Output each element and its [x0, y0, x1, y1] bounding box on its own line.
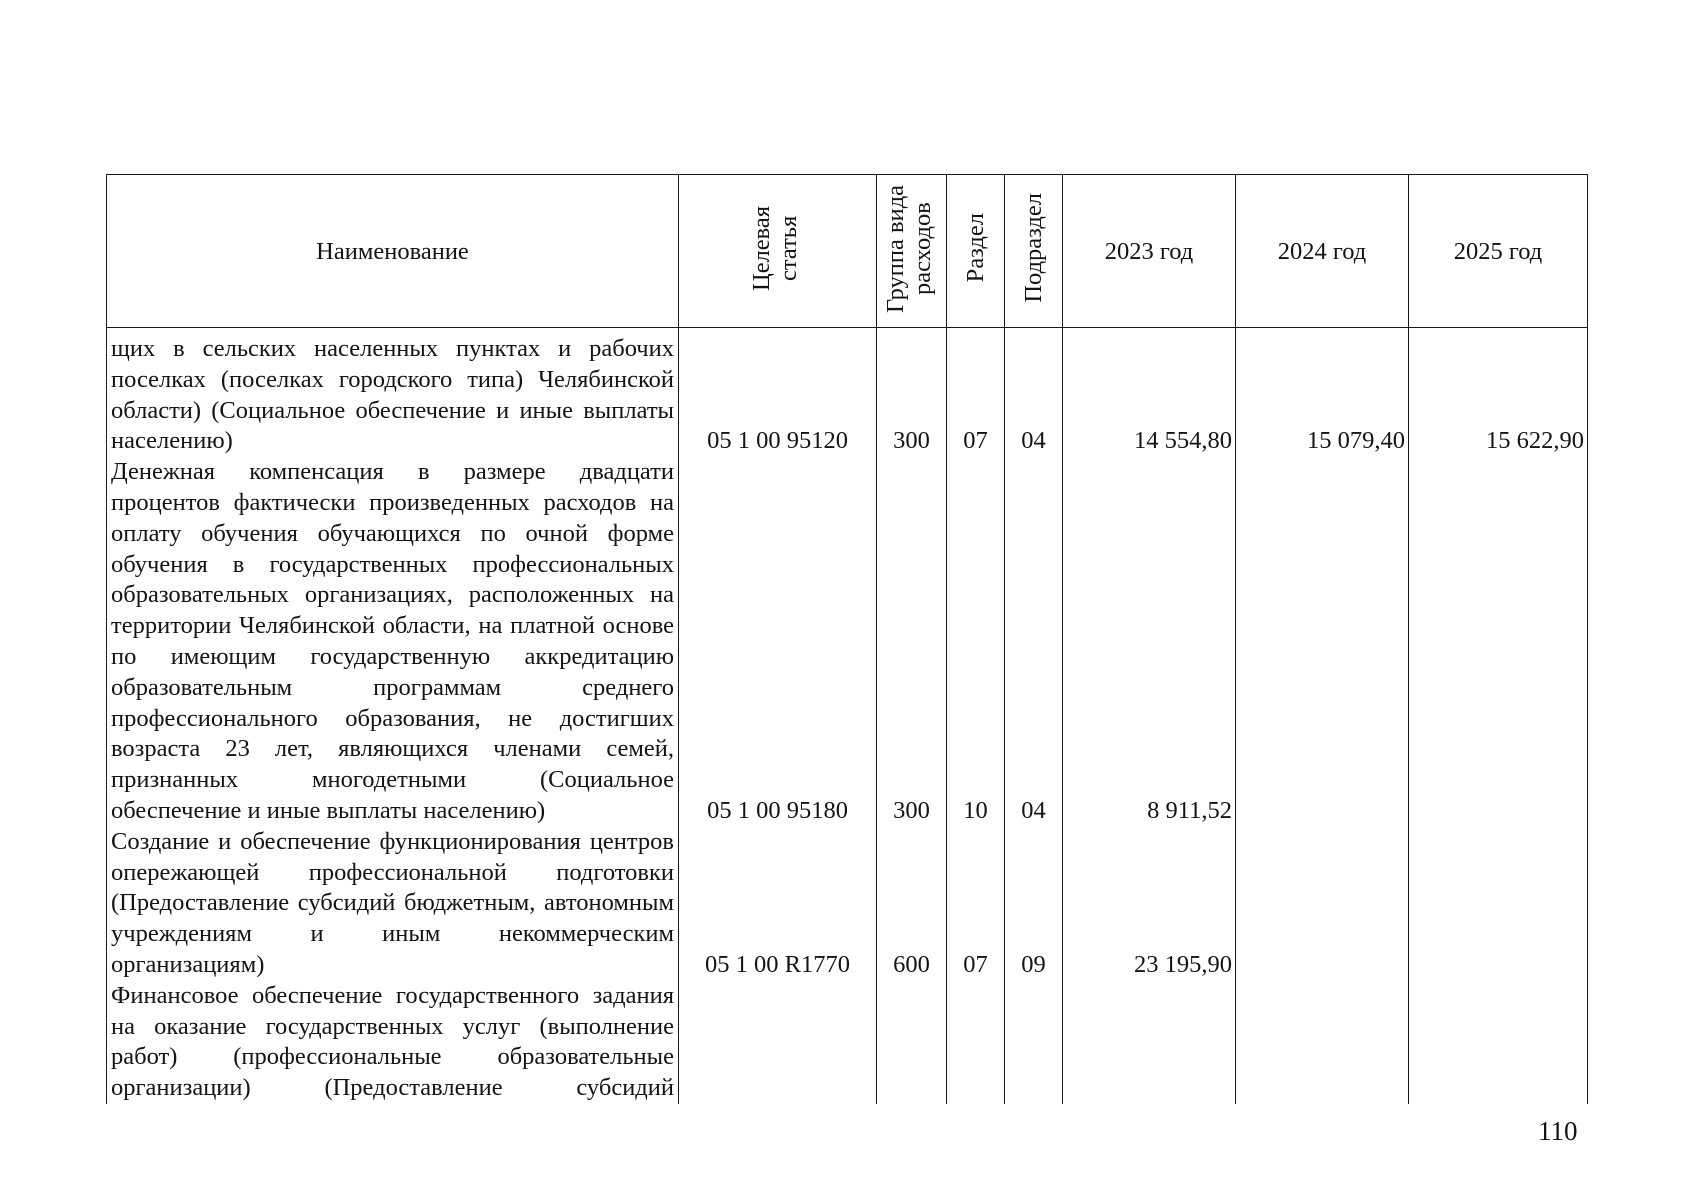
header-2025: 2025 год	[1409, 175, 1588, 328]
row-target: 05 1 00 95120	[679, 328, 877, 458]
row-2023: 23 195,90	[1063, 827, 1236, 981]
header-group: Группа вида расходов	[877, 175, 947, 328]
row-name: Создание и обеспечение функционирования центров опережающей профессиональной подготовки (Предоставление субсидий бюджетным, автономным учреждениям и иным некоммерческим организациям)	[107, 827, 679, 981]
header-subsection: Подраздел	[1005, 175, 1063, 328]
row-2024	[1236, 981, 1409, 1104]
table-header	[107, 175, 1588, 328]
table-row	[107, 328, 1588, 458]
row-group: 300	[877, 328, 947, 458]
header-target: Целевая статья	[679, 175, 877, 328]
row-group: 600	[877, 827, 947, 981]
row-2024: 15 079,40	[1236, 328, 1409, 458]
row-name: Финансовое обеспечение государственного задания на оказание государственных услуг (выполнение работ) (профессиональные образовательные организации) (Предоставление субсидий	[107, 981, 679, 1104]
header-name: Наименование	[107, 175, 679, 328]
row-2025	[1409, 981, 1588, 1104]
row-2024	[1236, 457, 1409, 827]
row-section	[947, 981, 1005, 1104]
row-2025	[1409, 827, 1588, 981]
row-subsection: 04	[1005, 328, 1063, 458]
row-2023	[1063, 981, 1236, 1104]
row-target	[679, 981, 877, 1104]
row-subsection: 04	[1005, 457, 1063, 827]
table-body	[107, 328, 1588, 1104]
table-row	[107, 457, 1588, 827]
row-section: 07	[947, 827, 1005, 981]
row-2025: 15 622,90	[1409, 328, 1588, 458]
row-subsection: 09	[1005, 827, 1063, 981]
row-section: 10	[947, 457, 1005, 827]
row-subsection	[1005, 981, 1063, 1104]
table-row	[107, 981, 1588, 1104]
row-2024	[1236, 827, 1409, 981]
row-group	[877, 981, 947, 1104]
row-2023: 14 554,80	[1063, 328, 1236, 458]
header-section: Раздел	[947, 175, 1005, 328]
row-target: 05 1 00 R1770	[679, 827, 877, 981]
row-group: 300	[877, 457, 947, 827]
page-number: 110	[1538, 1116, 1578, 1146]
row-name: щих в сельских населенных пунктах и рабочих поселках (поселках городского типа) Челябинской области) (Социальное обеспечение и иные выплаты населению)	[107, 328, 679, 458]
row-section: 07	[947, 328, 1005, 458]
header-2023: 2023 год	[1063, 175, 1236, 328]
row-target: 05 1 00 95180	[679, 457, 877, 827]
row-name: Денежная компенсация в размере двадцати процентов фактически произведенных расходов на оплату обучения обучающихся по очной форме обучения в государственных профессиональных образовательных организациях, расположенных на территории Челябинской области, на платной основе по имеющим государственную аккредитацию образовательным программам среднего профессионального образования, не достигших возраста 23 лет, являющихся членами семей, признанных многодетными (Социальное обеспечение и иные выплаты населению)	[107, 457, 679, 827]
table-row	[107, 827, 1588, 981]
budget-table	[106, 174, 1588, 1104]
row-2023: 8 911,52	[1063, 457, 1236, 827]
header-2024: 2024 год	[1236, 175, 1409, 328]
row-2025	[1409, 457, 1588, 827]
